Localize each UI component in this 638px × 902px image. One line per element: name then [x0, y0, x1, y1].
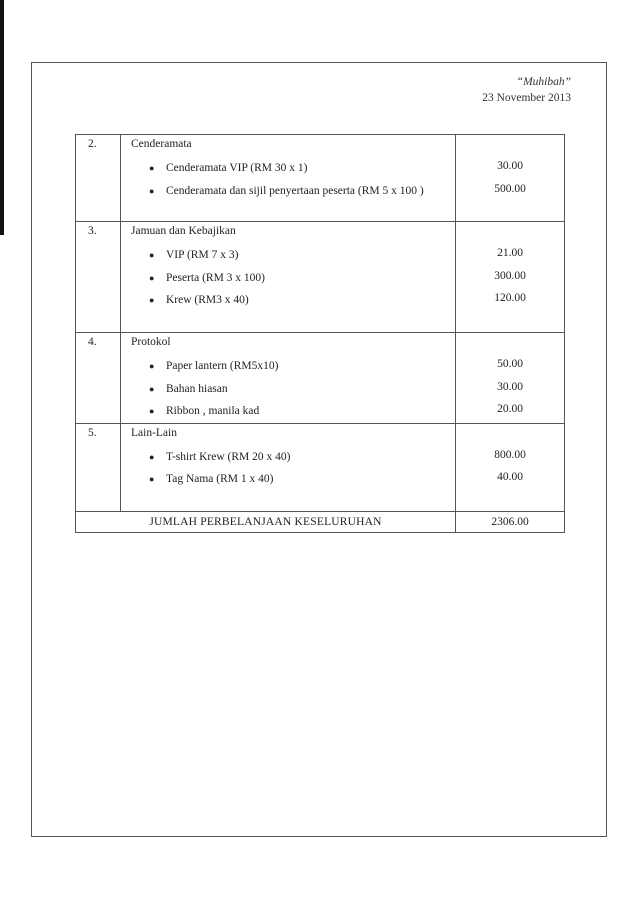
item-amount: 21.00	[497, 247, 523, 259]
table-row	[76, 222, 565, 333]
list-item	[131, 378, 455, 401]
item-amount: 120.00	[494, 292, 526, 304]
item-label: Krew (RM3 x 40)	[166, 294, 249, 306]
item-label: Cenderamata VIP (RM 30 x 1)	[166, 162, 308, 174]
amount-cell	[456, 135, 565, 222]
section-title: Protokol	[131, 336, 171, 348]
section-description	[121, 333, 456, 424]
scan-edge	[0, 0, 4, 235]
bullet-icon: ●	[149, 185, 155, 196]
item-amount: 500.00	[494, 182, 526, 195]
amount-cell	[456, 222, 565, 333]
bullet-icon: ●	[149, 295, 155, 305]
list-item	[131, 289, 455, 312]
item-amount: 800.00	[494, 448, 526, 461]
item-label: Paper lantern (RM5x10)	[166, 360, 279, 372]
bullet-icon: ●	[149, 406, 155, 416]
total-label: JUMLAH PERBELANJAAN KESELURUHAN	[76, 511, 456, 532]
section-description	[121, 135, 456, 222]
list-item	[131, 267, 455, 290]
item-amount: 30.00	[497, 380, 523, 393]
list-item	[131, 157, 455, 180]
section-number: 5.	[76, 423, 121, 511]
budget-table	[75, 134, 565, 533]
section-title: Cenderamata	[131, 138, 192, 150]
item-label: Bahan hiasan	[166, 382, 228, 395]
list-item	[131, 400, 455, 423]
document-header	[482, 74, 571, 106]
section-title: Jamuan dan Kebajikan	[131, 225, 236, 237]
bullet-icon: ●	[149, 474, 155, 484]
item-label: Ribbon , manila kad	[166, 405, 260, 417]
bullet-icon: ●	[149, 383, 155, 394]
amount-cell	[456, 423, 565, 511]
item-amount: 40.00	[497, 471, 523, 483]
bullet-icon: ●	[149, 272, 155, 283]
item-label: Peserta (RM 3 x 100)	[166, 271, 266, 284]
section-number: 4.	[76, 333, 121, 424]
section-number: 2.	[76, 135, 121, 222]
amount-cell	[456, 333, 565, 424]
table-row	[76, 333, 565, 424]
total-amount: 2306.00	[456, 511, 565, 532]
list-item	[131, 180, 455, 203]
bullet-icon: ●	[149, 163, 155, 173]
bullet-icon: ●	[149, 451, 155, 462]
list-item	[131, 355, 455, 378]
section-description	[121, 222, 456, 333]
table-row	[76, 423, 565, 511]
table-row	[76, 135, 565, 222]
item-label: VIP (RM 7 x 3)	[166, 249, 239, 261]
list-item	[131, 244, 455, 267]
total-row	[76, 511, 565, 532]
item-amount: 30.00	[497, 160, 523, 172]
item-label: Cenderamata dan sijil penyertaan peserta (RM 5 x 100 )	[166, 184, 424, 197]
section-title: Lain-Lain	[131, 426, 177, 439]
item-amount: 20.00	[497, 403, 523, 415]
item-label: T-shirt Krew (RM 20 x 40)	[166, 450, 291, 463]
bullet-icon: ●	[149, 361, 155, 371]
item-amount: 300.00	[494, 269, 526, 282]
list-item	[131, 446, 455, 469]
item-label: Tag Nama (RM 1 x 40)	[166, 473, 274, 485]
section-description	[121, 423, 456, 511]
header-date: 23 November 2013	[482, 92, 571, 104]
list-item	[131, 468, 455, 491]
bullet-icon: ●	[149, 250, 155, 260]
item-amount: 50.00	[497, 358, 523, 370]
header-title: “Muhibah”	[516, 76, 571, 88]
section-number: 3.	[76, 222, 121, 333]
